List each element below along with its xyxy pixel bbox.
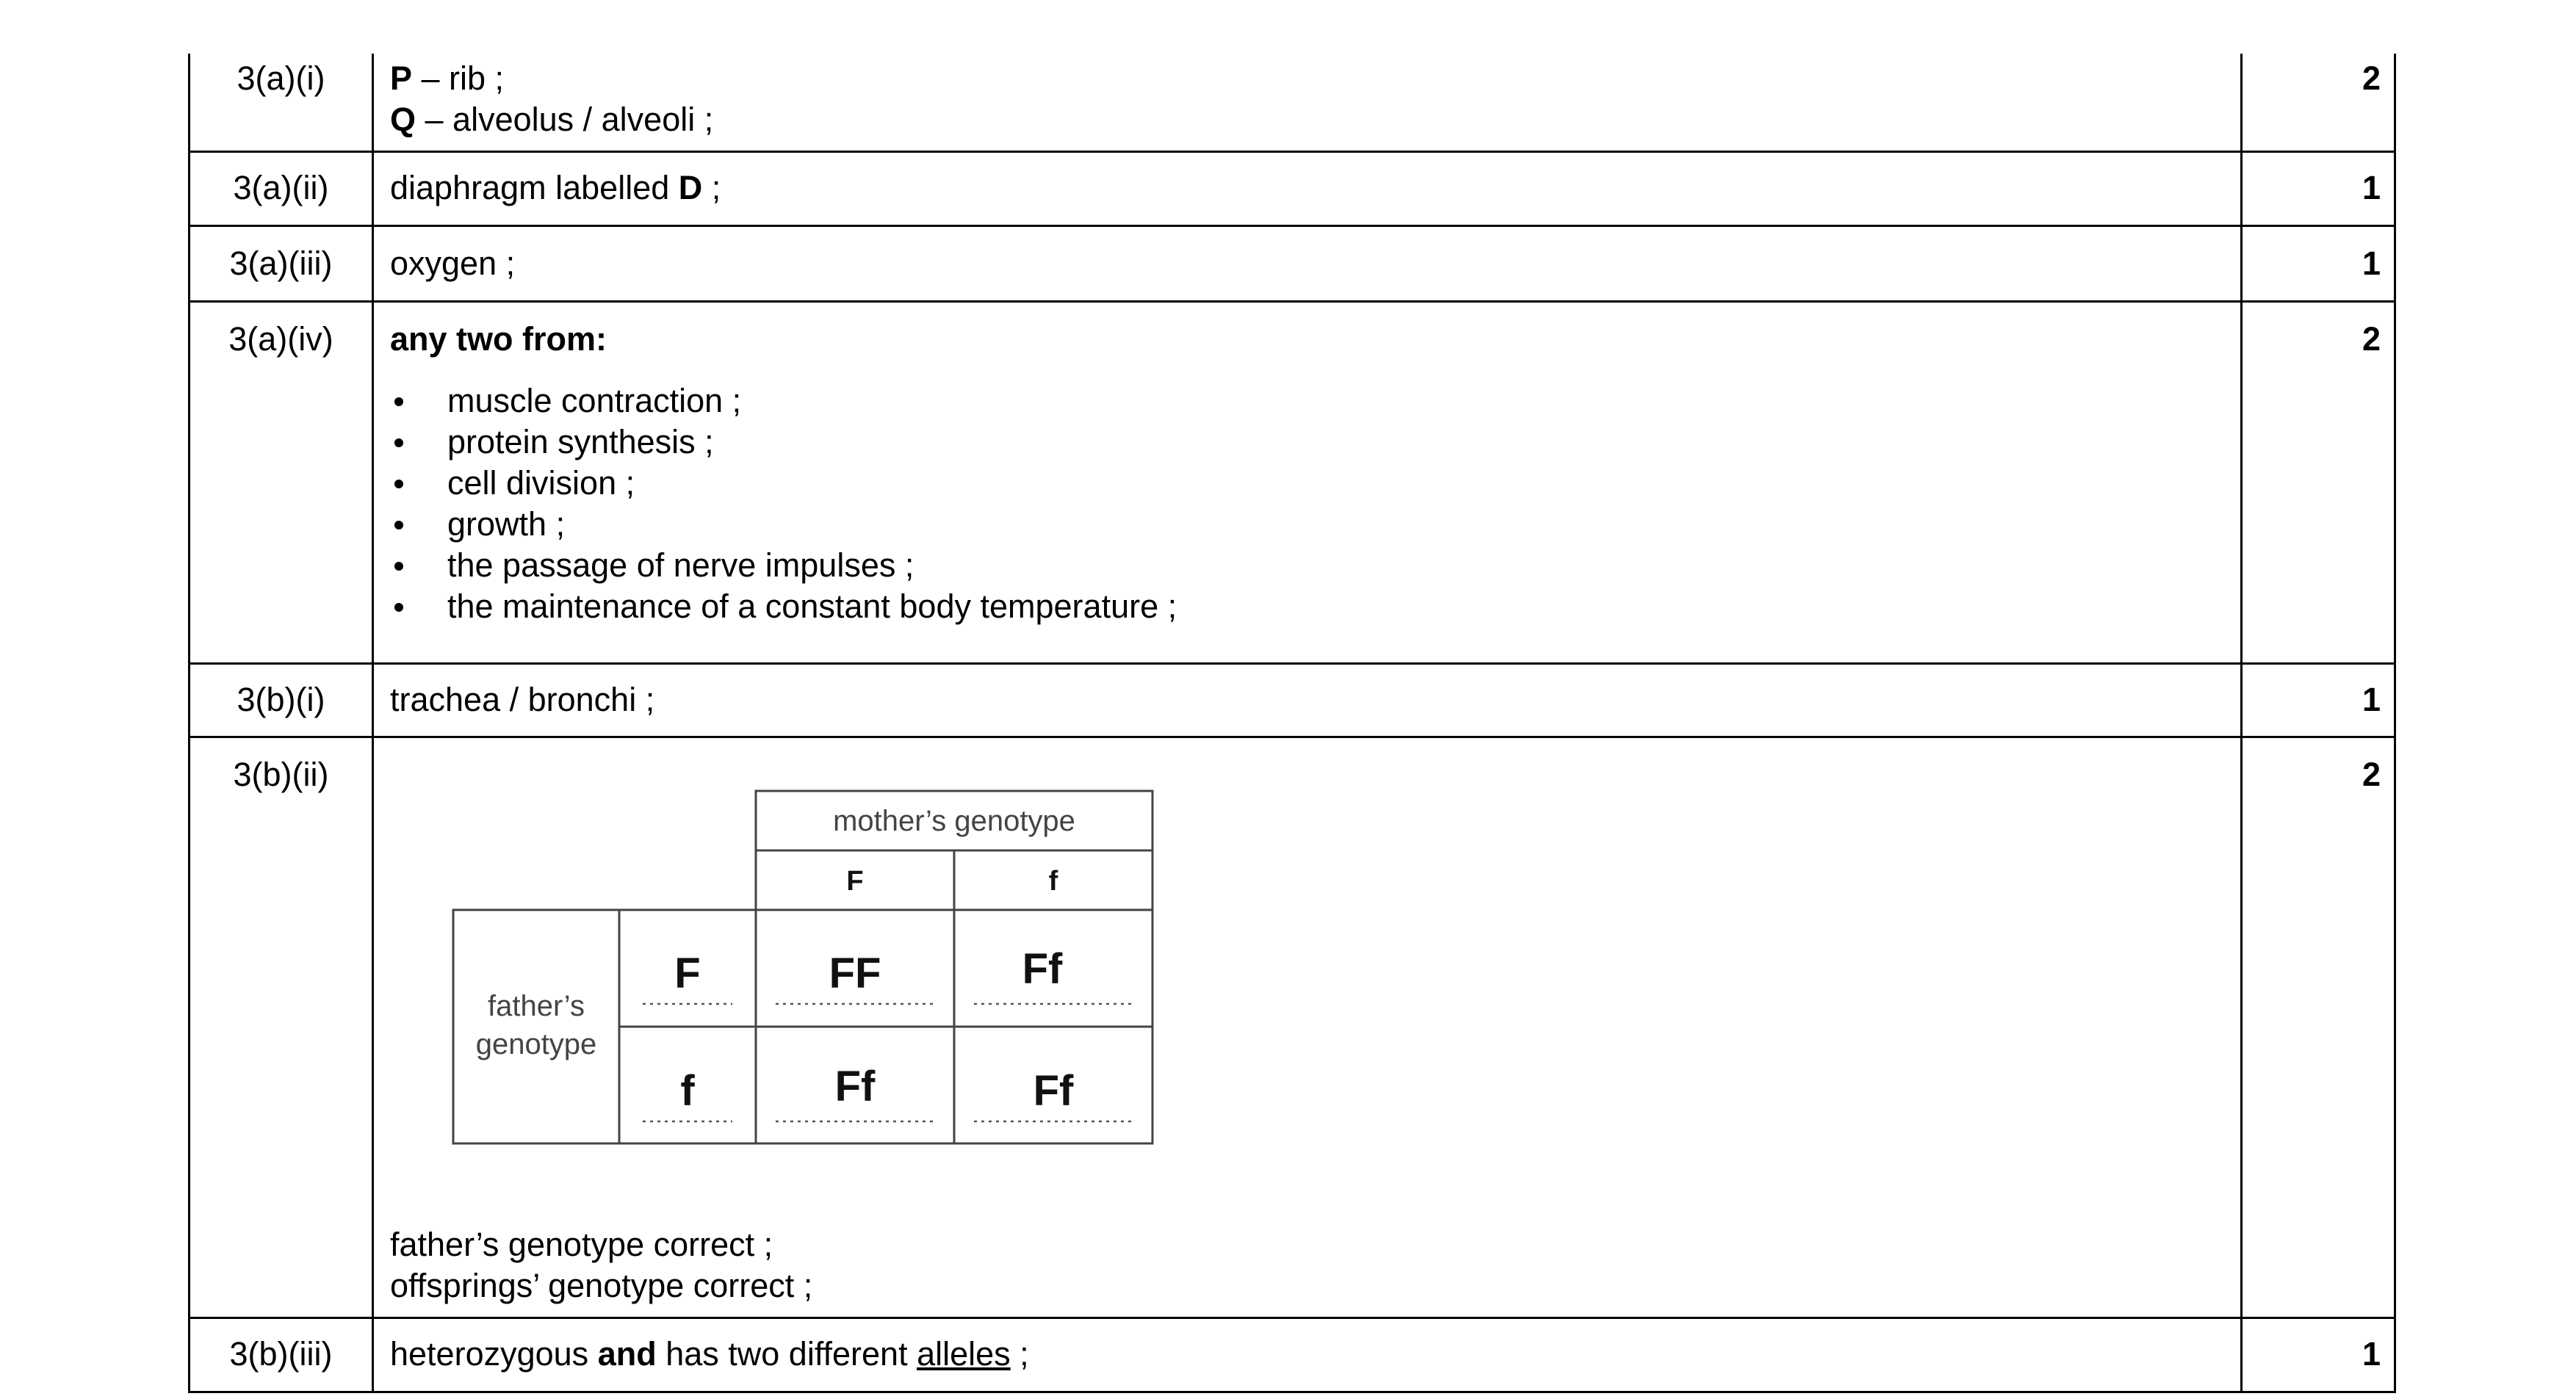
question-number: 3(a)(iii) xyxy=(190,225,373,301)
answer-cell: oxygen ; xyxy=(373,225,2242,301)
answer-text: heterozygous xyxy=(390,1334,598,1373)
list-item: cell division ; xyxy=(390,463,2240,504)
father-allele: F xyxy=(674,949,701,997)
punnett-square-area xyxy=(390,754,2240,1224)
answer-text: ; xyxy=(1010,1334,1029,1373)
list-item: muscle contraction ; xyxy=(390,380,2240,422)
table-row xyxy=(190,301,2395,663)
label-letter: Q xyxy=(390,101,416,138)
answer-line xyxy=(390,99,2240,140)
question-number: 3(b)(i) xyxy=(190,663,373,737)
answer-text: ; xyxy=(702,168,721,206)
list-item: the passage of nerve impulses ; xyxy=(390,545,2240,586)
list-item: protein synthesis ; xyxy=(390,422,2240,463)
marks: 1 xyxy=(2242,225,2395,301)
marks: 1 xyxy=(2242,663,2395,737)
list-item: the maintenance of a constant body temperature ; xyxy=(390,586,2240,627)
offspring-genotype: FF xyxy=(829,949,881,997)
mother-allele: F xyxy=(846,865,864,897)
answer-underlined: alleles xyxy=(917,1334,1011,1373)
label-letter: P xyxy=(390,59,413,97)
label-letter: D xyxy=(678,168,703,206)
father-allele: f xyxy=(680,1066,695,1115)
table-row xyxy=(190,737,2395,1317)
answer-heading: any two from: xyxy=(390,319,607,358)
table-row xyxy=(190,54,2395,151)
answer-cell xyxy=(373,737,2242,1317)
answer-cell: trachea / bronchi ; xyxy=(373,663,2242,737)
answer-text: – alveolus / alveoli ; xyxy=(416,101,714,138)
answer-cell xyxy=(373,1317,2242,1392)
table-row xyxy=(190,151,2395,225)
table-row xyxy=(190,663,2395,737)
father-genotype-label: father’s xyxy=(488,989,585,1022)
answer-line: offsprings’ genotype correct ; xyxy=(390,1266,813,1304)
question-number: 3(a)(iv) xyxy=(190,301,373,663)
mark-scheme-table xyxy=(188,54,2396,1393)
answer-bold: and xyxy=(597,1334,657,1373)
offspring-genotype: Ff xyxy=(834,1062,876,1110)
answer-text: – rib ; xyxy=(412,59,505,97)
answer-cell xyxy=(373,54,2242,151)
answer-cell xyxy=(373,151,2242,225)
marks: 2 xyxy=(2242,301,2395,663)
answer-text: diaphragm labelled xyxy=(390,168,679,206)
marks: 1 xyxy=(2242,1317,2395,1392)
father-genotype-label: genotype xyxy=(475,1027,597,1060)
answer-text: has two different xyxy=(656,1334,917,1373)
answer-line xyxy=(390,58,2240,99)
question-number: 3(a)(ii) xyxy=(190,151,373,225)
bullet-list xyxy=(390,380,2240,627)
answer-line: father’s genotype correct ; xyxy=(390,1225,773,1263)
mother-allele: f xyxy=(1048,865,1058,897)
punnett-square xyxy=(390,754,1198,1210)
offspring-genotype: Ff xyxy=(1022,944,1063,993)
answer-notes xyxy=(390,1224,2240,1317)
answer-cell xyxy=(373,301,2242,663)
marks: 2 xyxy=(2242,54,2395,151)
question-number: 3(b)(ii) xyxy=(190,737,373,1317)
question-number: 3(a)(i) xyxy=(190,54,373,151)
offspring-genotype: Ff xyxy=(1033,1066,1074,1115)
table-row xyxy=(190,225,2395,301)
list-item: growth ; xyxy=(390,504,2240,545)
marks: 1 xyxy=(2242,151,2395,225)
question-number: 3(b)(iii) xyxy=(190,1317,373,1392)
mother-genotype-label: mother’s genotype xyxy=(833,804,1075,837)
table-row xyxy=(190,1317,2395,1392)
marks: 2 xyxy=(2242,737,2395,1317)
